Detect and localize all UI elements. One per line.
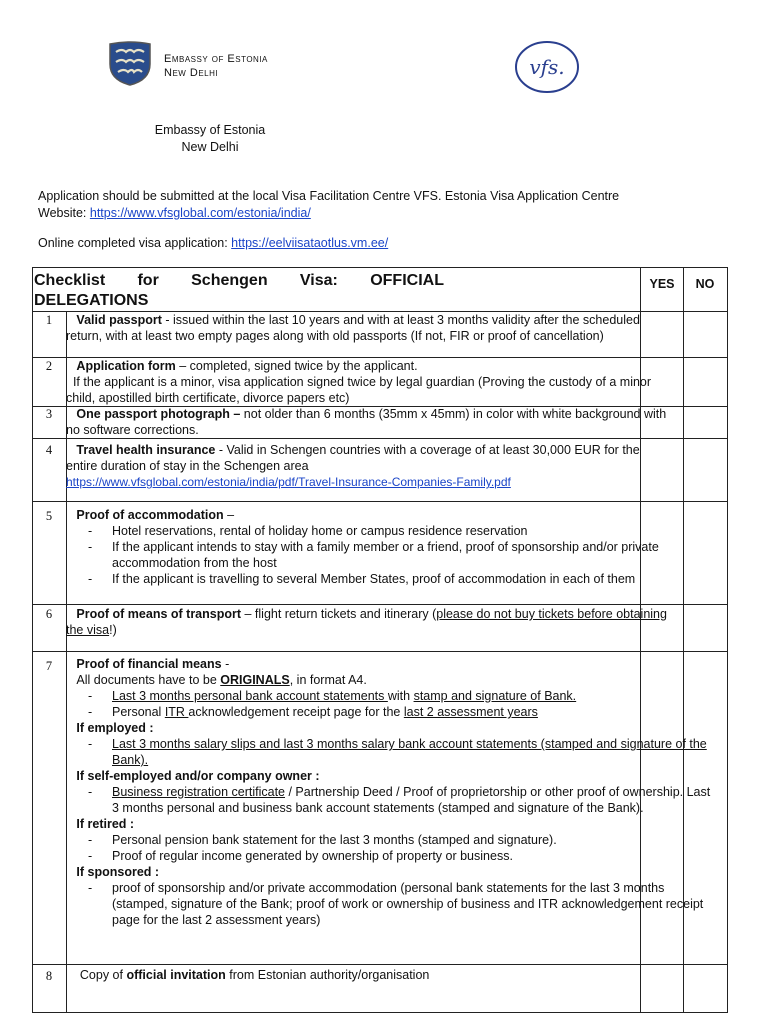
table-row	[66, 507, 670, 587]
row-divider	[32, 604, 728, 605]
row-heading: Proof of accommodation	[76, 508, 224, 522]
table-row	[66, 442, 670, 490]
subheading: If self-employed and/or company owner :	[76, 769, 320, 783]
list-item: - If the applicant intends to stay with a family member or a friend, proof of sponsorship and/or private accommodation from the host	[88, 540, 659, 570]
embassy-logo-line1: Embassy of Estonia	[164, 53, 268, 65]
row-number: 8	[45, 969, 53, 983]
table-row	[66, 406, 670, 438]
table-row	[66, 656, 716, 928]
table-row	[66, 312, 670, 344]
row-text: Copy of	[79, 968, 127, 982]
table-border	[32, 267, 33, 1013]
title-word: Visa:	[299, 272, 338, 289]
row-divider	[32, 501, 728, 502]
originals-text: ORIGINALS	[220, 673, 290, 687]
title-line2: New Delhi	[181, 140, 239, 154]
row-heading: Travel health insurance	[76, 443, 216, 457]
online-application	[38, 236, 388, 250]
row-text: –	[223, 508, 235, 522]
row-text: – flight return tickets and itinerary (	[241, 607, 437, 621]
row-text: If the applicant is a minor, visa application signed twice by legal guardian (Proving the custody of a minor child, apostilled birth certificate, divorce papers etc)	[66, 375, 652, 405]
embassy-logo-line2: New Delhi	[164, 67, 219, 79]
yes-column-header: YES	[649, 277, 675, 291]
vfs-logo-text: vfs.	[529, 55, 565, 79]
vfs-logo-icon	[514, 40, 580, 94]
list-item: - Proof of regular income generated by ownership of property or business.	[88, 849, 513, 863]
row-heading: One passport photograph –	[76, 407, 241, 421]
table-row	[66, 967, 670, 983]
title-line2: DELEGATIONS	[34, 292, 149, 309]
row-number: 2	[45, 359, 53, 373]
page-title	[0, 122, 420, 156]
website-label: Website:	[38, 206, 90, 220]
row-heading: official invitation	[126, 968, 226, 982]
title-line1: Embassy of Estonia	[154, 123, 266, 137]
subheading: If sponsored :	[76, 865, 160, 879]
table-border	[727, 267, 728, 1013]
title-word: Checklist	[34, 272, 106, 289]
online-application-link[interactable]: https://eelviisataotlus.vm.ee/	[231, 236, 389, 250]
row-heading: Proof of means of transport	[76, 607, 242, 621]
row-number: 7	[45, 659, 53, 673]
online-label: Online completed visa application:	[38, 236, 232, 250]
embassy-logo-text	[164, 52, 268, 80]
list-item: - Last 3 months personal bank account statements with stamp and signature of Bank.	[88, 689, 577, 703]
row-divider	[32, 964, 728, 965]
row-heading: Application form	[76, 359, 176, 373]
no-column-header: NO	[695, 277, 715, 291]
list-item: - Hotel reservations, rental of holiday home or campus residence reservation	[88, 524, 528, 538]
list-item: - Personal pension bank statement for the last 3 months (stamped and signature).	[88, 833, 557, 847]
row-heading: Valid passport	[76, 313, 162, 327]
row-text: !)	[109, 623, 117, 637]
intro-text: Application should be submitted at the local Visa Facilitation Centre VFS. Estonia Visa Application Centre	[38, 189, 620, 203]
row-text: from Estonian authority/organisation	[225, 968, 430, 982]
row-number: 6	[45, 607, 53, 621]
list-item: - Personal ITR acknowledgement receipt page for the last 2 assessment years	[88, 705, 538, 719]
list-item: - proof of sponsorship and/or private accommodation (personal bank statements for the last 3 months (stamped, signature of the Bank; proof of work or ownership of business and ITR acknowledgement receipt page for the last 2 assessment years)	[88, 881, 704, 927]
title-word: Schengen	[191, 272, 268, 289]
title-word: OFFICIAL	[370, 272, 444, 289]
row-text: - issued within the last 10 years and with at least 3 months validity after the scheduled return, with at least two empty pages along with old passports (If not, FIR or proof of cancellation)	[66, 313, 640, 343]
row-text: -	[221, 657, 230, 671]
row-divider	[32, 438, 728, 439]
row-text: - Valid in Schengen countries with a coverage of at least 30,000 EUR for the entire duration of stay in the Schengen area	[66, 443, 640, 473]
row-number: 5	[45, 509, 53, 523]
row-text: – completed, signed twice by the applicant.	[175, 359, 418, 373]
row-text: , in format A4.	[289, 673, 367, 687]
row-heading: Proof of financial means	[76, 657, 222, 671]
subheading: If employed :	[76, 721, 154, 735]
table-row	[66, 606, 670, 638]
insurance-link[interactable]: https://www.vfsglobal.com/estonia/india/pdf/Travel-Insurance-Companies-Family.pdf	[66, 475, 511, 489]
title-word: for	[137, 272, 159, 289]
checklist-table	[32, 267, 728, 1013]
row-text: not older than 6 months (35mm x 45mm) in color with white background with no software corrections.	[66, 407, 667, 437]
table-border	[32, 267, 728, 268]
intro-paragraph	[38, 188, 738, 222]
row-divider	[32, 651, 728, 652]
list-item: - If the applicant is travelling to several Member States, proof of accommodation in each of them	[88, 572, 636, 586]
website-link[interactable]: https://www.vfsglobal.com/estonia/india/	[89, 206, 311, 220]
row-number: 3	[45, 407, 53, 421]
table-row	[66, 358, 670, 406]
list-item: - Last 3 months salary slips and last 3 months salary bank account statements (stamped and signature of the Bank).	[88, 737, 707, 767]
checklist-title	[34, 271, 474, 311]
row-text-underlined: please do not buy tickets before obtaining the visa	[66, 607, 667, 637]
row-number: 4	[45, 443, 53, 457]
row-text: All documents have to be	[76, 673, 221, 687]
subheading: If retired :	[76, 817, 135, 831]
list-item: - Business registration certificate / Partnership Deed / Proof of proprietorship or other proof of ownership. Last 3 months personal and business bank account statements (stamped and signature of the Bank).	[88, 785, 711, 815]
table-border	[32, 1012, 728, 1013]
estonia-coat-of-arms-icon	[106, 40, 154, 86]
row-number: 1	[45, 313, 53, 327]
